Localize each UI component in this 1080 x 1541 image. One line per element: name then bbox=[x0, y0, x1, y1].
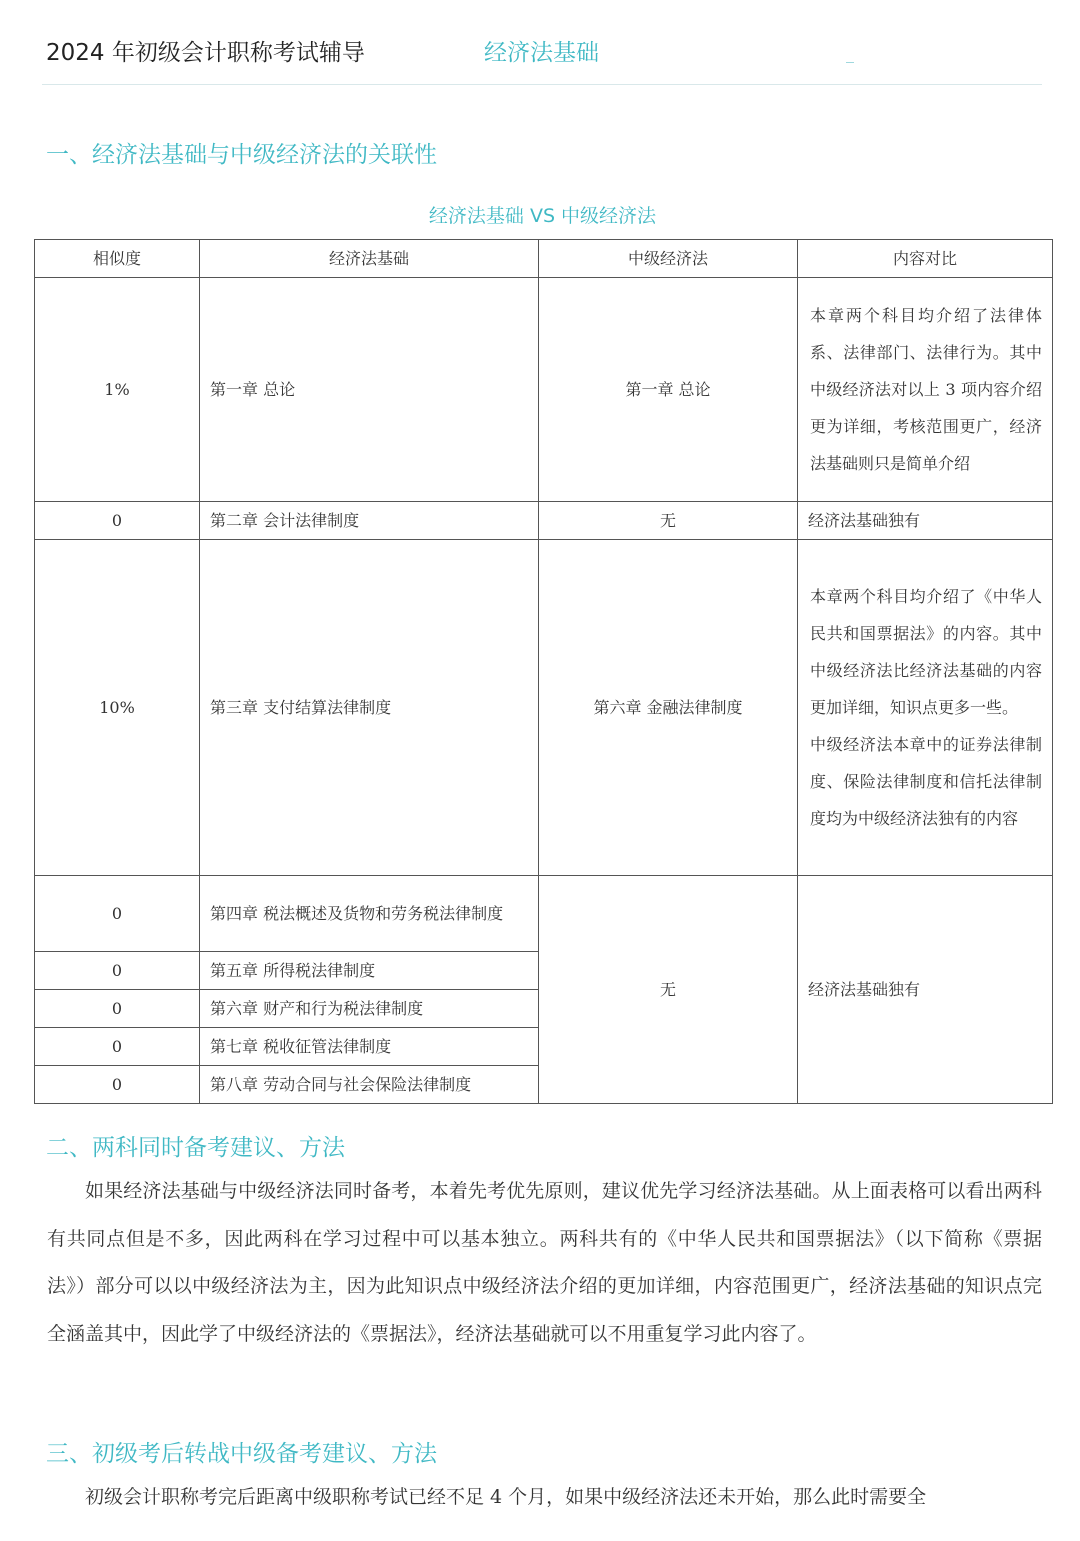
document-title: 2024 年初级会计职称考试辅导 bbox=[46, 40, 365, 66]
section-heading-3: 三、初级考后转战中级备考建议、方法 bbox=[46, 1441, 437, 1467]
basic-chapter-cell: 第四章 税法概述及货物和劳务税法律制度 bbox=[200, 876, 539, 952]
similarity-cell: 0 bbox=[35, 1028, 200, 1066]
table-caption: 经济法基础 VS 中级经济法 bbox=[428, 205, 657, 227]
basic-chapter-cell: 第七章 税收征管法律制度 bbox=[200, 1028, 539, 1066]
basic-chapter-cell: 第三章 支付结算法律制度 bbox=[200, 540, 539, 876]
basic-chapter-cell: 第六章 财产和行为税法律制度 bbox=[200, 990, 539, 1028]
similarity-cell: 0 bbox=[35, 502, 200, 540]
comparison-cell: 经济法基础独有 bbox=[798, 502, 1053, 540]
basic-chapter-cell: 第二章 会计法律制度 bbox=[200, 502, 539, 540]
subject-label: 经济法基础 bbox=[484, 40, 599, 66]
basic-chapter-cell: 第一章 总论 bbox=[200, 278, 539, 502]
column-header: 经济法基础 bbox=[200, 240, 539, 278]
similarity-cell: 0 bbox=[35, 990, 200, 1028]
body-paragraph: 初级会计职称考完后距离中级职称考试已经不足 4 个月，如果中级经济法还未开始，那么此时需要全 bbox=[85, 1486, 927, 1508]
comparison-cell bbox=[798, 278, 1053, 502]
similarity-cell: 0 bbox=[35, 1066, 200, 1104]
basic-chapter-cell: 第五章 所得税法律制度 bbox=[200, 952, 539, 990]
table-header-row bbox=[35, 240, 1053, 278]
table-row bbox=[35, 502, 1053, 540]
comparison-text: 本章两个科目均介绍了《中华人民共和国票据法》的内容。其中中级经济法比经济法基础的内容更加详细，知识点更多一些。 bbox=[810, 587, 1042, 717]
body-paragraph: 如果经济法基础与中级经济法同时备考，本着先考优先原则，建议优先学习经济法基础。从上面表格可以看出两科有共同点但是不多，因此两科在学习过程中可以基本独立。两科共有的《中华人民共和国票据法》（以下简称《票据法》）部分可以以中级经济法为主，因为此知识点中级经济法介绍的更加详细，内容范围更广，经济法基础的知识点完全涵盖其中，因此学了中级经济法的《票据法》，经济法基础就可以不用重复学习此内容了。 bbox=[47, 1180, 1042, 1345]
section-heading-2: 二、两科同时备考建议、方法 bbox=[46, 1135, 345, 1161]
intermediate-chapter-cell: 无 bbox=[539, 876, 798, 1104]
intermediate-chapter-cell: 第六章 金融法律制度 bbox=[539, 540, 798, 876]
comparison-cell: 经济法基础独有 bbox=[798, 876, 1053, 1104]
comparison-cell bbox=[798, 540, 1053, 876]
column-header: 内容对比 bbox=[798, 240, 1053, 278]
similarity-cell: 1% bbox=[35, 278, 200, 502]
header-mark bbox=[846, 62, 854, 63]
intermediate-chapter-cell: 第一章 总论 bbox=[539, 278, 798, 502]
section-heading-1: 一、经济法基础与中级经济法的关联性 bbox=[46, 142, 437, 168]
comparison-table bbox=[34, 239, 1053, 1104]
intermediate-chapter-cell: 无 bbox=[539, 502, 798, 540]
similarity-cell: 10% bbox=[35, 540, 200, 876]
table-row bbox=[35, 540, 1053, 876]
header-divider bbox=[42, 84, 1042, 85]
table-row bbox=[35, 278, 1053, 502]
column-header: 相似度 bbox=[35, 240, 200, 278]
similarity-cell: 0 bbox=[35, 876, 200, 952]
similarity-cell: 0 bbox=[35, 952, 200, 990]
comparison-text: 中级经济法本章中的证券法律制度、保险法律制度和信托法律制度均为中级经济法独有的内容 bbox=[810, 735, 1042, 828]
basic-chapter-cell: 第八章 劳动合同与社会保险法律制度 bbox=[200, 1066, 539, 1104]
comparison-text: 本章两个科目均介绍了法律体系、法律部门、法律行为。其中中级经济法对以上 3 项内容介绍更为详细，考核范围更广，经济法基础则只是简单介绍 bbox=[810, 306, 1042, 473]
column-header: 中级经济法 bbox=[539, 240, 798, 278]
table-row bbox=[35, 876, 1053, 952]
